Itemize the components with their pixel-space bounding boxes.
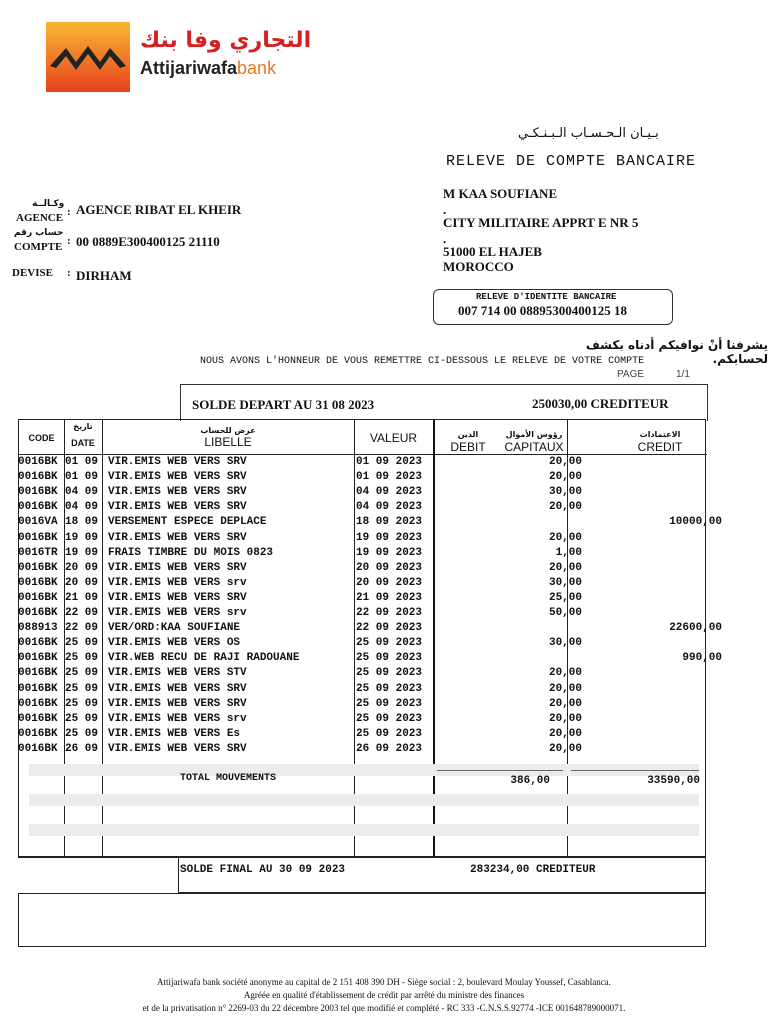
row-debit: 20,00 <box>548 712 582 725</box>
currency-label: DEVISE <box>12 267 53 279</box>
total-label: TOTAL MOUVEMENTS <box>180 773 277 784</box>
row-valeur: 25 09 2023 <box>356 712 423 725</box>
footer-line-2: Agréée en qualité d'établissement de crédit par arrêté du ministre des finances <box>243 990 525 1000</box>
row-code: 0016BK <box>18 561 58 574</box>
row-libelle: VIR.WEB RECU DE RAJI RADOUANE <box>108 652 300 665</box>
row-valeur: 22 09 2023 <box>356 607 423 619</box>
account-label: COMPTE <box>14 241 63 253</box>
bank-name-main: Attijariwafa <box>140 58 238 78</box>
row-valeur: 25 09 2023 <box>356 682 423 695</box>
customer-dot-1: . <box>443 202 447 217</box>
row-libelle: VIR.EMIS WEB VERS srv <box>108 712 247 725</box>
bank-logo-icon <box>46 22 130 92</box>
row-valeur: 25 09 2023 <box>356 637 423 650</box>
row-valeur: 25 09 2023 <box>356 697 423 710</box>
row-date: 25 09 <box>65 712 99 725</box>
currency-separator: : <box>67 267 71 279</box>
header-date: DATE <box>71 438 95 448</box>
row-libelle: VIR.EMIS WEB VERS SRV <box>108 561 247 574</box>
header-debit-arabic: الدين <box>457 430 479 439</box>
customer-name: M KAA SOUFIANE <box>443 186 558 201</box>
row-debit: 1,00 <box>555 546 582 559</box>
agency-label-arabic: وكـالــة <box>32 199 65 209</box>
header-debit: DEBIT <box>450 440 486 454</box>
total-credit: 33590,00 <box>647 775 700 787</box>
row-date: 22 09 <box>65 622 99 635</box>
bank-name-sub: bank <box>237 58 277 78</box>
row-code: 088913 <box>18 622 58 635</box>
row-valeur: 18 09 2023 <box>356 516 423 529</box>
row-debit: 30,00 <box>548 576 582 589</box>
header-credit-arabic: الاعتمادات <box>639 430 681 439</box>
row-valeur: 21 09 2023 <box>356 591 423 604</box>
row-code: 0016BK <box>18 576 58 589</box>
agency-value: AGENCE RIBAT EL KHEIR <box>76 202 242 217</box>
agency-separator: : <box>67 206 71 218</box>
row-code: 0016BK <box>18 682 58 695</box>
page-label: PAGE <box>617 369 645 380</box>
row-date: 25 09 <box>65 697 99 710</box>
row-date: 01 09 <box>65 456 99 468</box>
header-libelle: LIBELLE <box>204 435 252 449</box>
row-libelle: VIR.EMIS WEB VERS SRV <box>108 471 247 484</box>
customer-country: MOROCCO <box>443 259 514 274</box>
account-separator: : <box>67 235 71 247</box>
row-date: 04 09 <box>65 501 99 514</box>
row-date: 21 09 <box>65 591 99 604</box>
row-code: 0016BK <box>18 637 58 650</box>
row-code: 0016BK <box>18 697 58 710</box>
row-code: 0016BK <box>18 712 58 725</box>
row-date: 04 09 <box>65 486 99 499</box>
account-label-arabic: حساب رقم <box>14 228 64 238</box>
row-date: 25 09 <box>65 652 99 665</box>
row-code: 0016BK <box>18 591 58 604</box>
row-valeur: 25 09 2023 <box>356 667 423 680</box>
row-debit: 20,00 <box>548 561 582 574</box>
row-code: 0016BK <box>18 727 58 740</box>
row-debit: 20,00 <box>548 456 582 468</box>
closing-balance-amount: 283234,00 CREDITEUR <box>470 864 596 876</box>
row-debit: 20,00 <box>548 682 582 695</box>
row-libelle: FRAIS TIMBRE DU MOIS 0823 <box>108 546 274 559</box>
row-debit: 20,00 <box>548 727 582 740</box>
row-debit: 20,00 <box>548 742 582 755</box>
row-debit: 20,00 <box>548 531 582 544</box>
row-date: 18 09 <box>65 516 99 529</box>
row-date: 20 09 <box>65 576 99 589</box>
row-credit: 990,00 <box>682 652 722 665</box>
row-libelle: VIR.EMIS WEB VERS Es <box>108 727 241 740</box>
agency-label: AGENCE <box>16 212 64 224</box>
footer-line-1: Attijariwafa bank société anonyme au capital de 2 151 408 390 DH - Siège social : 2, boulevard Moulay Youssef, Casablanca. <box>157 977 611 987</box>
row-date: 25 09 <box>65 667 99 680</box>
row-debit: 50,00 <box>548 607 582 619</box>
row-date: 25 09 <box>65 682 99 695</box>
row-code: 0016BK <box>18 456 58 468</box>
header-valeur: VALEUR <box>369 431 418 445</box>
header-date-arabic: تاريخ <box>73 422 93 431</box>
document-title-arabic: بـيـان الـحـسـاب الـبـنـكـي <box>518 126 659 141</box>
row-debit: 30,00 <box>548 486 582 499</box>
customer-dot-2: . <box>443 231 447 246</box>
row-libelle: VIR.EMIS WEB VERS SRV <box>108 682 247 695</box>
customer-city: 51000 EL HAJEB <box>443 244 542 259</box>
row-valeur: 19 09 2023 <box>356 546 423 559</box>
opening-balance-amount: 250030,00 CREDITEUR <box>532 396 669 411</box>
row-code: 0016BK <box>18 486 58 499</box>
header-libelle-arabic: عرض للحساب <box>200 426 256 435</box>
row-libelle: VIR.EMIS WEB VERS SRV <box>108 456 247 468</box>
row-debit: 20,00 <box>548 501 582 514</box>
row-code: 0016BK <box>18 471 58 484</box>
row-date: 20 09 <box>65 561 99 574</box>
row-libelle: VERSEMENT ESPECE DEPLACE <box>108 516 267 529</box>
rib-title: RELEVE D'IDENTITE BANCAIRE <box>476 292 617 302</box>
row-libelle: VIR.EMIS WEB VERS SRV <box>108 697 247 710</box>
row-libelle: VIR.EMIS WEB VERS STV <box>108 667 247 680</box>
rib-value: 007 714 00 08895300400125 18 <box>458 303 627 318</box>
row-code: 0016BK <box>18 667 58 680</box>
bank-name-english <box>140 58 276 79</box>
header-code: CODE <box>28 433 55 443</box>
row-code: 0016VA <box>18 516 58 529</box>
row-libelle: VIR.EMIS WEB VERS SRV <box>108 531 247 544</box>
header-capitaux: CAPITAUX <box>504 440 564 454</box>
row-date: 26 09 <box>65 742 99 755</box>
row-debit: 20,00 <box>548 471 582 484</box>
row-code: 0016BK <box>18 531 58 544</box>
row-valeur: 25 09 2023 <box>356 727 423 740</box>
row-libelle: VIR.EMIS WEB VERS SRV <box>108 742 247 755</box>
row-valeur: 04 09 2023 <box>356 501 423 514</box>
row-libelle: VIR.EMIS WEB VERS SRV <box>108 591 247 604</box>
bank-name-arabic: التجاري وفا بنك <box>140 28 312 53</box>
total-debit: 386,00 <box>510 775 550 787</box>
row-date: 19 09 <box>65 531 99 544</box>
header-credit: CREDIT <box>637 440 683 454</box>
row-valeur: 04 09 2023 <box>356 486 423 499</box>
row-credit: 10000,00 <box>669 516 722 529</box>
row-libelle: VIR.EMIS WEB VERS SRV <box>108 486 247 499</box>
row-libelle: VIR.EMIS WEB VERS SRV <box>108 501 247 514</box>
row-debit: 20,00 <box>548 697 582 710</box>
document-title: RELEVE DE COMPTE BANCAIRE <box>446 153 697 170</box>
row-valeur: 01 09 2023 <box>356 471 423 484</box>
row-valeur: 20 09 2023 <box>356 576 423 589</box>
row-valeur: 20 09 2023 <box>356 561 423 574</box>
page-number: 1/1 <box>676 369 690 380</box>
header-capitaux-arabic: رؤوس الأموال <box>505 430 563 439</box>
footer-line-3: et de la privatisation n° 2269-03 du 22 décembre 2003 tel que modifié et complété - RC 333 -C.N.S.S.92774 -ICE 001648789000071. <box>142 1003 626 1013</box>
row-libelle: VIR.EMIS WEB VERS OS <box>108 637 241 650</box>
row-date: 01 09 <box>65 471 99 484</box>
row-code: 0016BK <box>18 607 58 619</box>
row-date: 22 09 <box>65 607 99 619</box>
customer-address: CITY MILITAIRE APPRT E NR 5 <box>443 215 639 230</box>
row-debit: 20,00 <box>548 667 582 680</box>
row-libelle: VIR.EMIS WEB VERS srv <box>108 607 247 619</box>
account-number: 00 0889E300400125 21110 <box>76 234 220 249</box>
row-date: 19 09 <box>65 546 99 559</box>
notes-box <box>18 893 706 947</box>
row-date: 25 09 <box>65 637 99 650</box>
row-valeur: 25 09 2023 <box>356 652 423 665</box>
currency-value: DIRHAM <box>76 268 132 283</box>
row-debit: 30,00 <box>548 637 582 650</box>
row-libelle: VIR.EMIS WEB VERS srv <box>108 576 247 589</box>
row-valeur: 22 09 2023 <box>356 622 423 635</box>
intro-text-arabic: يشرفنا أنْ نوافيكم أدناه بكشف لحسابكم. <box>585 338 768 366</box>
row-libelle: VER/ORD:KAA SOUFIANE <box>108 622 241 635</box>
row-code: 0016BK <box>18 742 58 755</box>
row-code: 0016TR <box>18 546 58 559</box>
row-credit: 22600,00 <box>669 622 722 635</box>
row-valeur: 19 09 2023 <box>356 531 423 544</box>
opening-balance-label: SOLDE DEPART AU 31 08 2023 <box>192 397 375 412</box>
row-valeur: 26 09 2023 <box>356 742 423 755</box>
row-date: 25 09 <box>65 727 99 740</box>
row-code: 0016BK <box>18 652 58 665</box>
row-code: 0016BK <box>18 501 58 514</box>
intro-text: NOUS AVONS L'HONNEUR DE VOUS REMETTRE CI-DESSOUS LE RELEVE DE VOTRE COMPTE <box>200 356 645 367</box>
row-debit: 25,00 <box>548 591 582 604</box>
closing-balance-label: SOLDE FINAL AU 30 09 2023 <box>180 864 346 876</box>
row-valeur: 01 09 2023 <box>356 456 423 468</box>
